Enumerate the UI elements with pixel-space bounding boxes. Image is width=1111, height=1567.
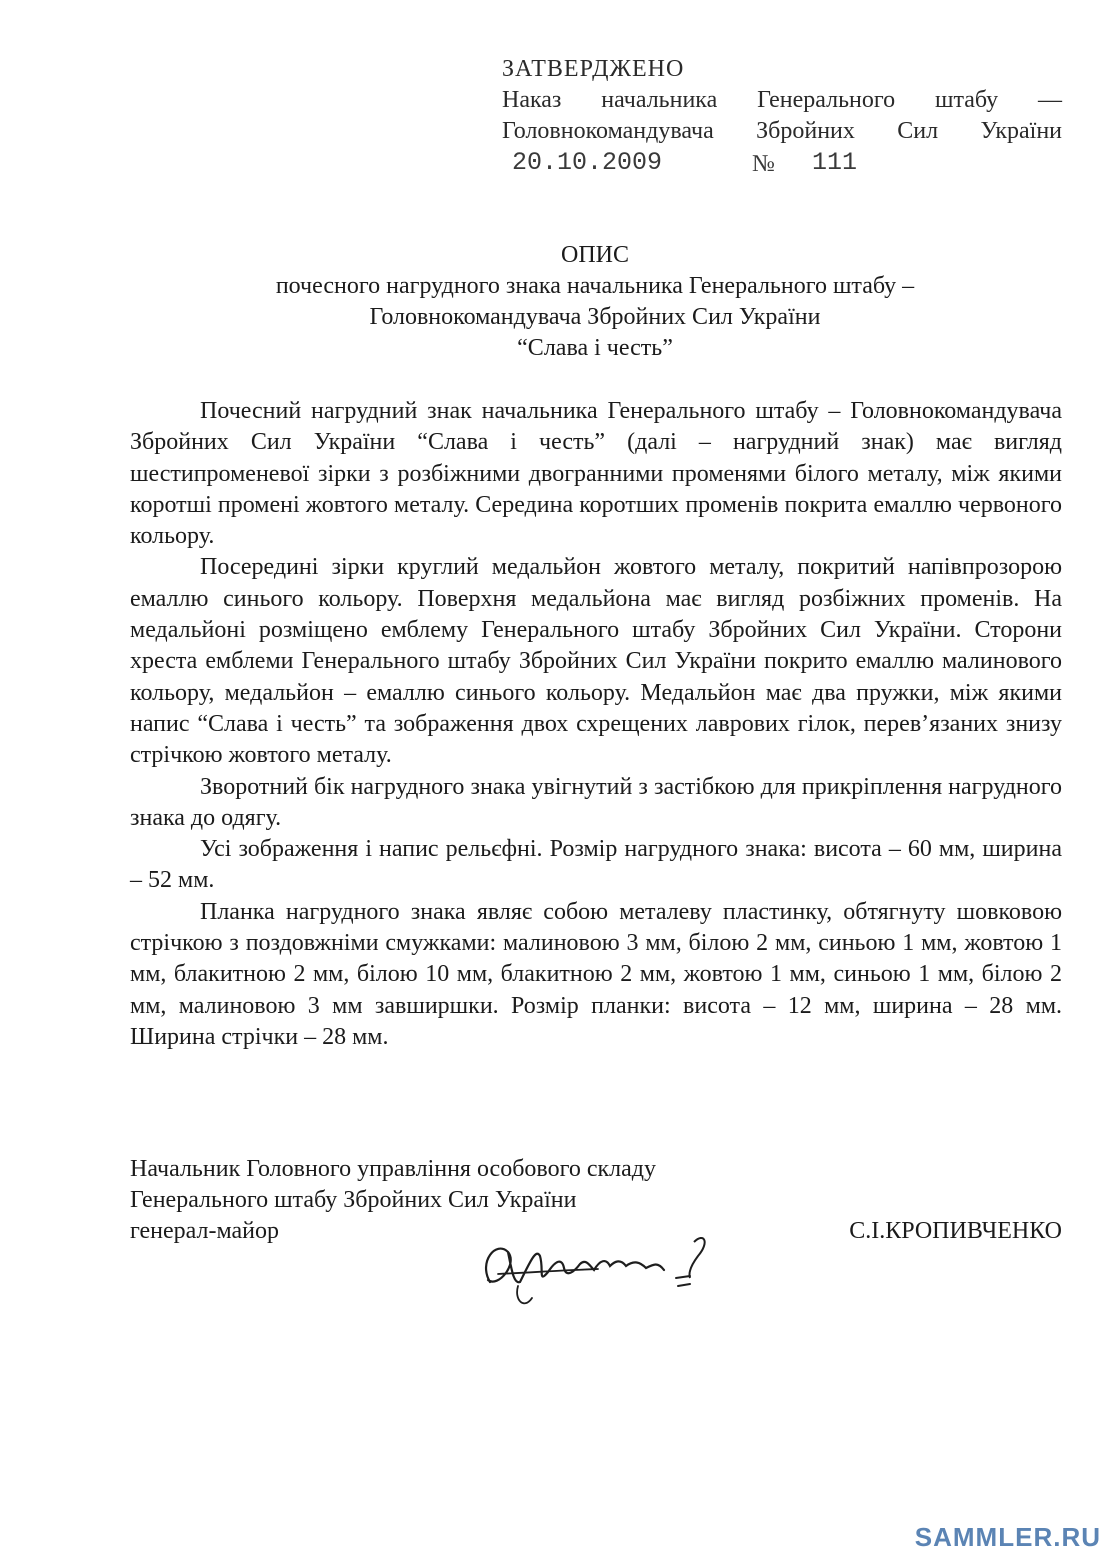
title-word: ОПИС	[560, 242, 629, 268]
approval-date: 20.10.2009	[512, 148, 663, 177]
number-sign: №	[752, 151, 775, 177]
paragraph: Почесний нагрудний знак начальника Генерального штабу – Головнокомандувача Збройних Сил України “Слава і честь” (далі – нагрудний знак) має вигляд шестипроменевої зірки з розбіжними двогранними променями білого металу, між якими коротші промені жовтого металу. Середина коротших променів покрита емаллю червоного кольору.	[130, 398, 1062, 550]
approval-block	[502, 54, 1062, 179]
title-line-2: Головнокомандувача Збройних Сил України	[369, 304, 821, 330]
document-title	[160, 240, 1030, 364]
approval-order-line: Наказ начальника Генерального штабу —	[502, 87, 1062, 113]
approval-position-line: Головнокомандувача Збройних Сил України	[502, 118, 1062, 144]
handwritten-signature	[478, 1222, 718, 1312]
paragraph: Усі зображення і напис рельєфні. Розмір нагрудного знака: висота – 60 мм, ширина – 52 мм.	[130, 836, 1062, 894]
signatory-position-2: Генерального штабу Збройних Сил України	[130, 1187, 577, 1213]
approval-heading: ЗАТВЕРДЖЕНО	[502, 56, 685, 82]
paragraph: Зворотний бік нагрудного знака увігнутий з застібкою для прикріплення нагрудного знака до одягу.	[130, 773, 1062, 831]
watermark-text: SAMMLER.RU	[914, 1522, 1101, 1552]
order-number: 111	[812, 148, 858, 177]
approval-date-number	[502, 147, 1062, 179]
document-body	[130, 396, 1062, 1053]
signatory-position-1: Начальник Головного управління особового складу	[130, 1156, 656, 1182]
signatory-name: С.І.КРОПИВЧЕНКО	[849, 1218, 1062, 1244]
paragraph: Посередині зірки круглий медальйон жовтого металу, покритий напівпрозорою емаллю синього кольору. Поверхня медальйона має вигляд розбіжних променів. На медальйоні розміщено емблему Генерального штабу Збройних Сил України. Сторони хреста емблеми Генерального штабу Збройних Сил України покрито емаллю малинового кольору, медальйон – емаллю синього кольору. Медальйон має два пружки, між якими напис “Слава і честь” та зображення двох схрещених лаврових гілок, перев’язаних знизу стрічкою жовтого металу.	[130, 554, 1062, 769]
signatory-rank: генерал-майор	[130, 1218, 280, 1244]
paragraph: Планка нагрудного знака являє собою металеву пластинку, обтягнуту шовковою стрічкою з поздовжніми смужками: малиновою 3 мм, білою 2 мм, синьою 1 мм, жовтою 1 мм, блакитною 2 мм, білою 10 мм, блакитною 2 мм, жовтою 1 мм, синьою 1 мм, білою 2 мм, малиновою 3 мм завширшки. Розмір планки: висота – 12 мм, ширина – 28 мм. Ширина стрічки – 28 мм.	[130, 898, 1062, 1050]
title-line-3: “Слава і честь”	[517, 335, 673, 361]
title-line-1: почесного нагрудного знака начальника Генерального штабу –	[275, 273, 915, 299]
